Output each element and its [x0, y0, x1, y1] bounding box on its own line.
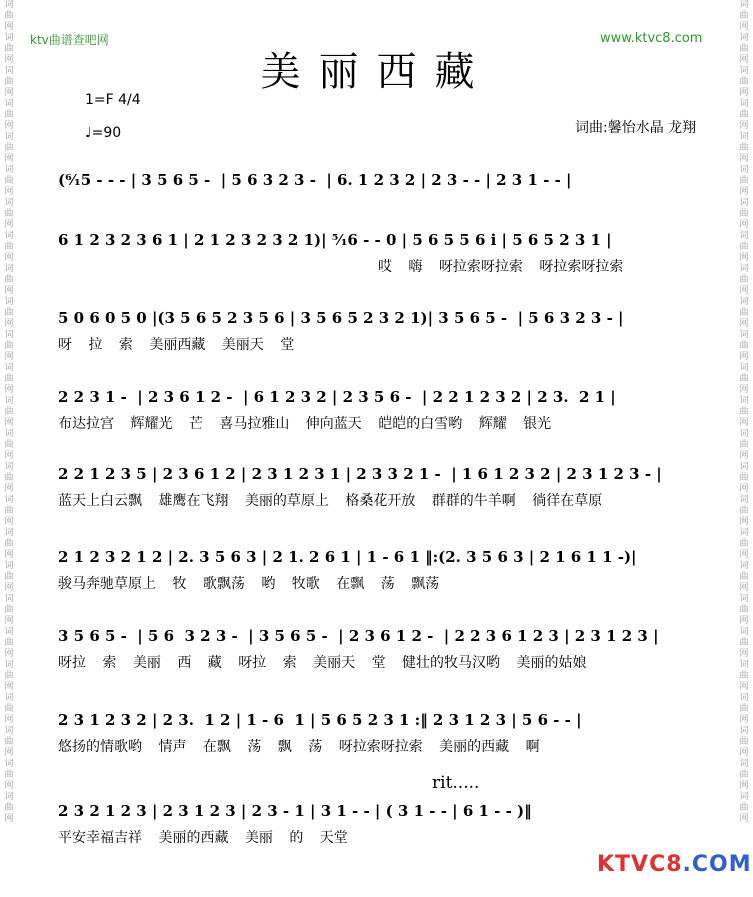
- score-notes-row: 6 1 2 3 2 3 6 1 | 2 1 2 3 2 3 2 1)| ⁵⁄₁6 - - 0 | 5 6 5 5 6 i | 5 6 5 2 3 1 |: [58, 231, 612, 249]
- site-logo: [597, 852, 752, 877]
- lyrics-row: 悠扬的情歌哟 情声 在飘 荡 飘 荡 呀拉索呀拉索 美丽的西藏 啊: [58, 739, 540, 755]
- song-title: 美丽西藏: [260, 49, 493, 95]
- ritardando-marking: rit.....: [432, 773, 480, 793]
- lyrics-row: 平安幸福吉祥 美丽的西藏 美丽 的 天堂: [58, 830, 348, 846]
- score-notes-row: 2 2 1 2 3 5 | 2 3 6 1 2 | 2 3 1 2 3 1 | 2 3 3 2 1 - | 1 6 1 2 3 2 | 2 3 1 2 3 - |: [58, 465, 662, 483]
- key-signature: 1=F 4/4: [85, 92, 141, 108]
- score-notes-row: 2 3 2 1 2 3 | 2 3 1 2 3 | 2 3 - 1 | 3 1 - - | ( 3 1 - - | 6 1 - - )‖: [58, 802, 532, 820]
- lyrics-row: 蓝天上白云飘 雄鹰在飞翔 美丽的草原上 格桑花开放 群群的牛羊啊 徜徉在草原: [58, 493, 603, 509]
- tempo-marking: ♩=90: [85, 125, 122, 141]
- score-notes-row: 2 1 2 3 2 1 2 | 2. 3 5 6 3 | 2 1. 2 6 1 | 1 - 6 1 ‖:(2. 3 5 6 3 | 2 1 6 1 1 -)|: [58, 548, 637, 566]
- lyrics-row: 骏马奔驰草原上 牧 歌飘荡 哟 牧歌 在飘 荡 飘荡: [58, 576, 440, 592]
- watermark-left: 词曲网词曲网词曲网词曲网词曲网词曲网词曲网词曲网词曲网词曲网词曲网词曲网词曲网词曲网词曲网词曲网词曲网词曲网词曲网词曲网词曲网词曲网词曲网词曲网词曲网: [4, 0, 14, 824]
- score-notes-row: 2 3 1 2 3 2 | 2 3. 1 2 | 1 - 6 1 | 5 6 5 2 3 1 :‖ 2 3 1 2 3 | 5 6 - - |: [58, 711, 582, 729]
- credits: 词曲:馨怡水晶 龙翔: [575, 120, 697, 136]
- score-notes-row: 5 0 6 0 5 0 |(3 5 6 5 2 3 5 6 | 3 5 6 5 2 3 2 1)| 3 5 6 5 - | 5 6 3 2 3 - |: [58, 309, 624, 327]
- score-notes-row: 3 5 6 5 - | 5 6 3 2 3 - | 3 5 6 5 - | 2 3 6 1 2 - | 2 2 3 6 1 2 3 | 2 3 1 2 3 |: [58, 627, 659, 645]
- logo-part-1: KTVC8: [597, 852, 683, 877]
- site-url[interactable]: www.ktvc8.com: [600, 31, 703, 46]
- lyrics-row: 呀拉 索 美丽 西 藏 呀拉 索 美丽天 堂 健壮的牧马汉哟 美丽的姑娘: [58, 655, 587, 671]
- score-notes-row: 2 2 3 1 - | 2 3 6 1 2 - | 6 1 2 3 2 | 2 3 5 6 - | 2 2 1 2 3 2 | 2 3. 2 1 |: [58, 388, 616, 406]
- site-name[interactable]: ktv曲谱查吧网: [30, 33, 109, 47]
- lyrics-row: 哎 嗨 呀拉索呀拉索 呀拉索呀拉索: [378, 259, 624, 275]
- lyrics-row: 呀 拉 索 美丽西藏 美丽天 堂: [58, 337, 295, 353]
- logo-part-2: .COM: [682, 852, 752, 877]
- watermark-right: 词曲网词曲网词曲网词曲网词曲网词曲网词曲网词曲网词曲网词曲网词曲网词曲网词曲网词曲网词曲网词曲网词曲网词曲网词曲网词曲网词曲网词曲网词曲网词曲网词曲网: [739, 0, 749, 824]
- lyrics-row: 布达拉宫 辉耀光 芒 喜马拉雅山 伸向蓝天 皑皑的白雪哟 辉耀 银光: [58, 416, 552, 432]
- score-notes-row: (⁶⁄₁5 - - - | 3 5 6 5 - | 5 6 3 2 3 - | 6. 1 2 3 2 | 2 3 - - | 2 3 1 - - |: [58, 171, 572, 189]
